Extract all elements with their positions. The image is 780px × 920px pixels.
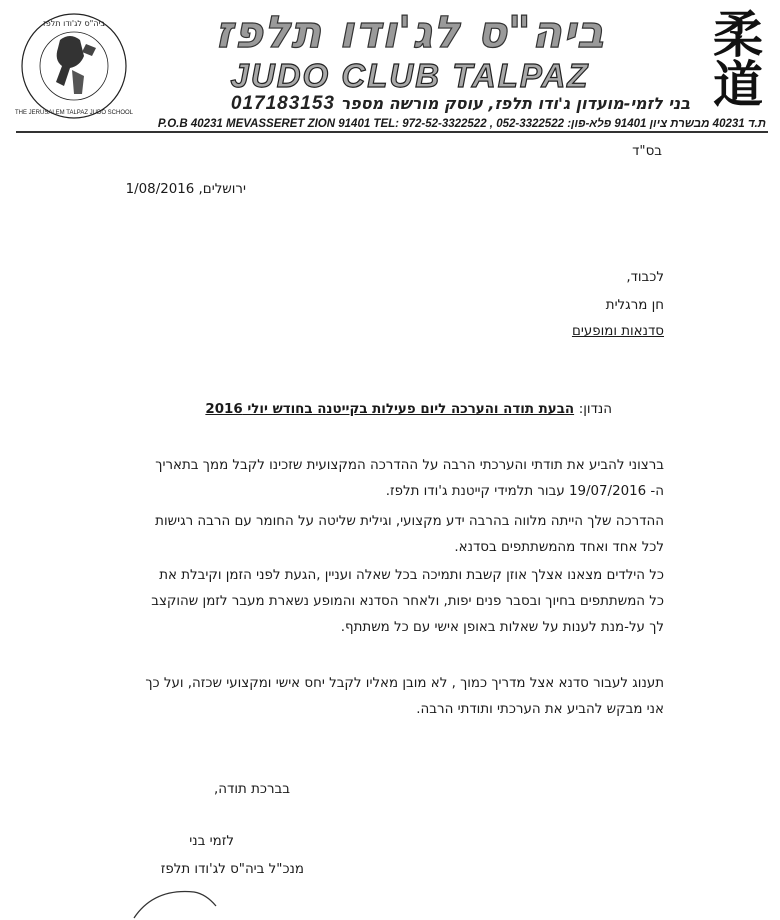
english-club-title: JUDO CLUB TALPAZ	[230, 57, 590, 94]
signer-name: לזמי בני	[189, 834, 234, 849]
registration-number: 017183153	[230, 93, 335, 114]
signature-scrawl	[130, 884, 220, 920]
registration-prefix: בני לזמי-מועדון ג'ודו תלפז, עוסק מורשה מספר	[340, 94, 690, 113]
body-line: כל המשתתפים בחיוך ובסבר פנים יפות, ולאחר הסדנא והמופע נשארת מעבר לזמן שהוקצב	[151, 594, 664, 609]
judo-kanji-logo	[700, 8, 772, 118]
recipient-salutation: לכבוד,	[626, 270, 664, 285]
body-line: אני מבקש להביע את הערכתי ותודתי הרבה.	[416, 702, 664, 717]
header-divider	[16, 131, 768, 133]
hebrew-club-title: ביה"ס לג'ודו תלפז	[215, 7, 605, 58]
letter-date: ירושלים, 1/08/2016	[125, 182, 246, 197]
svg-text:THE JERUSALEM TALPAZ JUDO SCHO: THE JERUSALEM TALPAZ JUDO SCHOOL	[14, 110, 134, 116]
club-seal-logo	[14, 10, 134, 122]
signer-title: מנכ"ל ביה"ס לג'ודו תלפז	[160, 862, 304, 877]
letter-subject	[60, 400, 612, 420]
subject-prefix: הנדון:	[578, 402, 612, 417]
registration-line	[130, 92, 690, 116]
body-line: לך על-מנת לענות על שאלות באופן אישי עם כל משתתף.	[340, 620, 664, 635]
bsd-mark: בס"ד	[632, 144, 662, 159]
body-line: ה- 19/07/2016 עבור תלמידי קייטנת ג'ודו תלפז.	[385, 484, 664, 499]
svg-text:ביה"ס לג'ודו תלפז: ביה"ס לג'ודו תלפז	[43, 19, 105, 28]
body-line: ההדרכה שלך הייתה מלווה בהרבה ידע מקצועי, וגילית שליטה על החומר עם הרבה רגישות	[155, 514, 664, 529]
recipient-name: חן מרגלית	[605, 298, 664, 313]
contact-line: ת.ד 40231 מבשרת ציון 91401 פלא-פון: 052-3322522 , 972-52-3322522 :P.O.B 40231 MEVASSERET ZION 91401 TEL	[157, 118, 766, 130]
recipient-organization: סדנאות ומופעים	[571, 324, 664, 339]
letter-closing: בברכת תודה,	[214, 782, 290, 797]
body-line: ברצוני להביע את תודתי והערכתי הרבה על ההדרכה המקצועית שזכינו לקבל ממך בתאריך	[155, 458, 664, 473]
body-line: תענוג לעבור סדנא אצל מדריך כמוך , לא מובן מאליו לקבל יחס אישי ומקצועי שכזה, ועל כך	[145, 676, 664, 691]
subject-text: הבעת תודה והערכה ליום פעילות בקייטנה בחודש יולי 2016	[205, 402, 575, 417]
kanji-text: 柔道	[705, 8, 764, 108]
body-line: כל הילדים מצאנו אצלך אוזן קשבת ותמיכה בכל שאלה ועניין ,הגעת לפני הזמן וקיבלת את	[159, 568, 664, 583]
body-line: לכל אחד ואחד מהמשתתפים בסדנא.	[454, 540, 664, 555]
